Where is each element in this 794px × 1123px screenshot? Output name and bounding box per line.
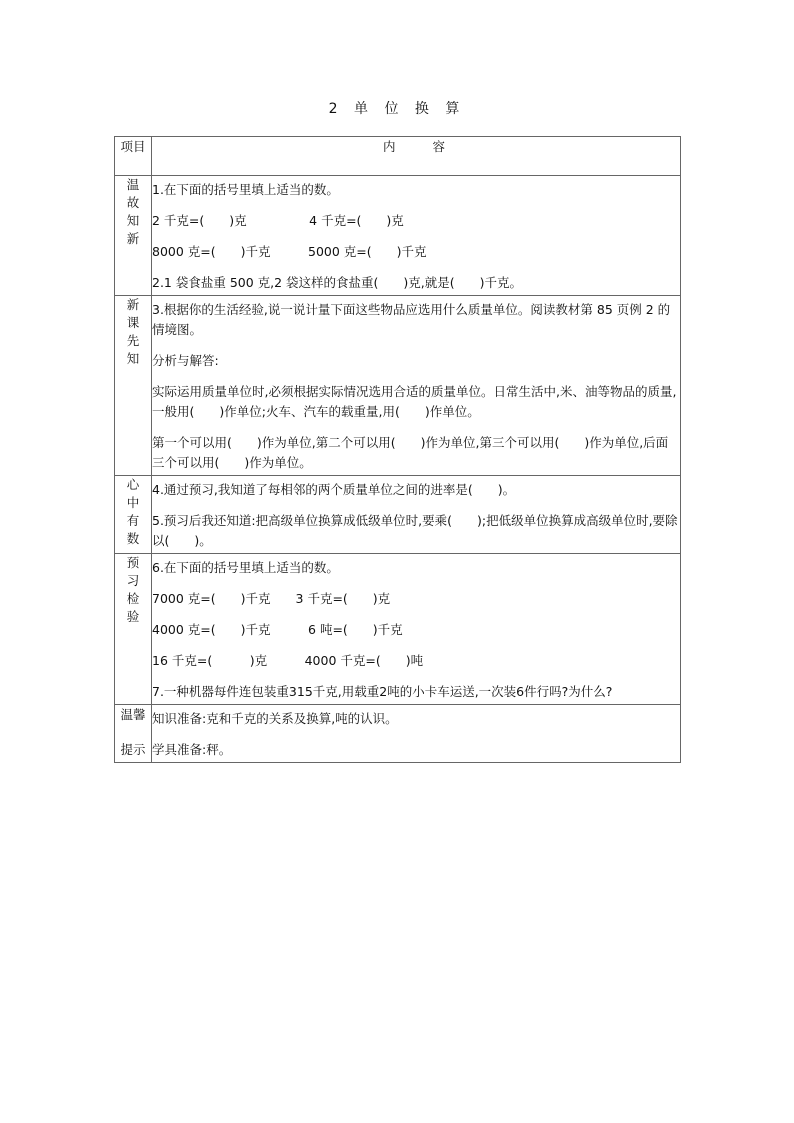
page-title: 2 单 位 换 算	[328, 101, 466, 117]
section-label-new-lesson	[115, 296, 152, 476]
content-line: 8000 克=( )千克 5000 克=( )千克	[152, 244, 427, 259]
section-label-review	[115, 176, 152, 296]
content-line: 3.根据你的生活经验,说一说计量下面这些物品应选用什么质量单位。阅读教材第 85 页例 2 的情境图。	[152, 302, 671, 337]
content-line: 学具准备:秤。	[152, 742, 232, 757]
tips-label-bottom: 提示	[120, 742, 146, 757]
content-line: 1.在下面的括号里填上适当的数。	[152, 182, 339, 197]
content-line: 2.1 袋食盐重 500 克,2 袋这样的食盐重( )克,就是( )千克。	[152, 275, 523, 290]
worksheet-table	[114, 136, 681, 763]
content-line: 2 千克=( )克 4 千克=( )克	[152, 213, 404, 228]
header-content-cell: 内 容	[152, 137, 681, 176]
table-header-row	[115, 137, 681, 176]
section-label-tips	[115, 705, 152, 763]
section-content-summary	[152, 476, 681, 554]
section-label-text: 温故知新	[126, 177, 140, 247]
section-label-preview-check	[115, 554, 152, 705]
content-line: 第一个可以用( )作为单位,第二个可以用( )作为单位,第三个可以用( )作为单位,后面三个可以用( )作为单位。	[152, 435, 669, 470]
content-line: 实际运用质量单位时,必须根据实际情况选用合适的质量单位。日常生活中,米、油等物品的质量,一般用( )作单位;火车、汽车的载重量,用( )作单位。	[152, 384, 677, 419]
section-label-summary	[115, 476, 152, 554]
section-label-text: 心中有数	[126, 477, 140, 547]
section-content-review	[152, 176, 681, 296]
content-line: 7000 克=( )千克 3 千克=( )克	[152, 591, 391, 606]
section-row-preview-check	[115, 554, 681, 705]
section-row-review	[115, 176, 681, 296]
section-row-summary	[115, 476, 681, 554]
section-content-new-lesson	[152, 296, 681, 476]
section-content-tips	[152, 705, 681, 763]
content-line: 4.通过预习,我知道了每相邻的两个质量单位之间的进率是( )。	[152, 482, 516, 497]
section-label-text: 预习检验	[126, 555, 140, 625]
content-line: 4000 克=( )千克 6 吨=( )千克	[152, 622, 403, 637]
header-item-cell: 项目	[115, 137, 152, 176]
section-label-text: 新课先知	[126, 297, 140, 367]
section-row-tips	[115, 705, 681, 763]
tips-label-top: 温馨	[120, 707, 146, 722]
content-line: 分析与解答:	[152, 353, 219, 368]
content-line: 5.预习后我还知道:把高级单位换算成低级单位时,要乘( );把低级单位换算成高级单位时,要除以( )。	[152, 513, 678, 548]
content-line: 7.一种机器每件连包装重315千克,用载重2吨的小卡车运送,一次装6件行吗?为什么?	[152, 684, 613, 699]
content-line: 16 千克=( )克 4000 千克=( )吨	[152, 653, 424, 668]
content-line: 知识准备:克和千克的关系及换算,吨的认识。	[152, 711, 398, 726]
section-row-new-lesson	[115, 296, 681, 476]
section-content-preview-check	[152, 554, 681, 705]
content-line: 6.在下面的括号里填上适当的数。	[152, 560, 339, 575]
